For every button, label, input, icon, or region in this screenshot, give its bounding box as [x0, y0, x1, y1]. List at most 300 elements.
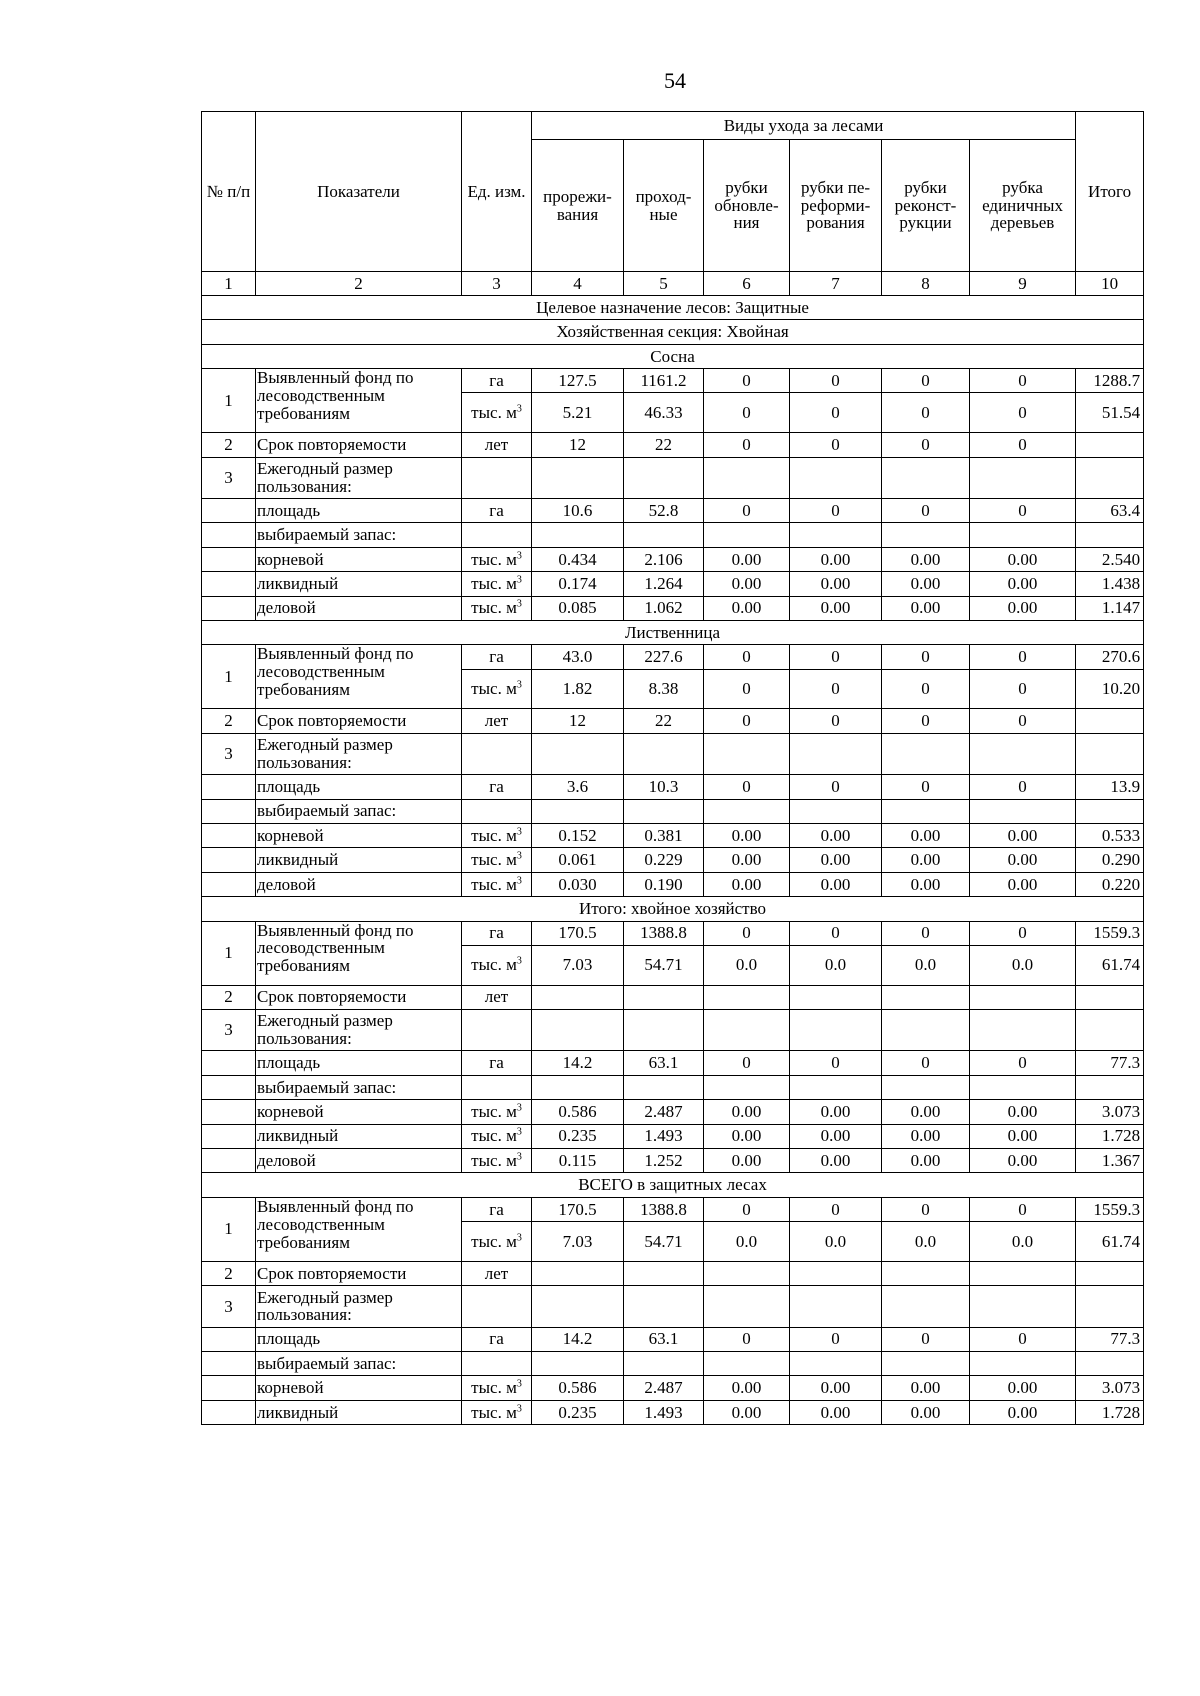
value-cell: 0.00 — [970, 1400, 1076, 1424]
value-cell — [970, 799, 1076, 823]
value-cell: 0.0 — [882, 945, 970, 985]
unit-cell — [462, 1009, 532, 1051]
value-cell — [1076, 433, 1144, 457]
unit-text: тыс. м — [471, 1402, 517, 1422]
row-number: 1 — [202, 1197, 256, 1261]
value-cell — [882, 799, 970, 823]
row-number — [202, 1352, 256, 1376]
superscript: 3 — [516, 598, 522, 610]
value-cell: 0 — [882, 921, 970, 945]
page-number: 54 — [664, 68, 686, 93]
unit-cell — [462, 669, 532, 709]
unit-text: лет — [484, 711, 509, 731]
value-cell: 0 — [790, 709, 882, 733]
value-cell: 1161.2 — [624, 369, 704, 393]
value-cell — [532, 799, 624, 823]
row-number — [202, 1400, 256, 1424]
value-cell — [970, 1352, 1076, 1376]
value-cell: 0.00 — [790, 596, 882, 620]
row-indicator: выбираемый запас: — [256, 1352, 462, 1376]
value-cell: 170.5 — [532, 921, 624, 945]
value-cell: 1.252 — [624, 1149, 704, 1173]
unit-text: тыс. м — [471, 1231, 517, 1251]
section-title: ВСЕГО в защитных лесах — [202, 1173, 1144, 1197]
superscript: 3 — [516, 826, 522, 838]
row-indicator: выбираемый запас: — [256, 523, 462, 547]
table-row — [202, 457, 1144, 499]
unit-text: тыс. м — [471, 679, 517, 699]
value-cell: 1.728 — [1076, 1400, 1144, 1424]
row-indicator: деловой — [256, 596, 462, 620]
value-cell: 0 — [882, 499, 970, 523]
unit-cell — [462, 393, 532, 433]
row-number — [202, 1124, 256, 1148]
row-indicator: Ежегодный размер пользования: — [256, 1009, 462, 1051]
row-number — [202, 572, 256, 596]
row-indicator: ликвидный — [256, 848, 462, 872]
header-type: рубки реконст- рукции — [882, 140, 970, 272]
value-cell — [882, 1286, 970, 1328]
value-cell: 0.061 — [532, 848, 624, 872]
row-number: 2 — [202, 709, 256, 733]
unit-text: тыс. м — [471, 825, 517, 845]
value-cell — [532, 1009, 624, 1051]
value-cell — [790, 733, 882, 775]
table-row — [202, 799, 1144, 823]
value-cell: 0 — [704, 369, 790, 393]
section-title: Целевое назначение лесов: Защитные — [202, 296, 1144, 320]
value-cell: 0.00 — [882, 1149, 970, 1173]
row-number — [202, 1149, 256, 1173]
row-indicator: корневой — [256, 1100, 462, 1124]
superscript: 3 — [516, 850, 522, 862]
section-title: Хозяйственная секция: Хвойная — [202, 320, 1144, 344]
value-cell: 63.4 — [1076, 499, 1144, 523]
value-cell — [970, 1261, 1076, 1285]
unit-text: тыс. м — [471, 850, 517, 870]
value-cell: 0.00 — [882, 1376, 970, 1400]
value-cell: 54.71 — [624, 945, 704, 985]
superscript: 3 — [516, 679, 522, 691]
value-cell: 5.21 — [532, 393, 624, 433]
value-cell — [624, 985, 704, 1009]
value-cell: 0.0 — [704, 1222, 790, 1262]
superscript: 3 — [516, 1102, 522, 1114]
unit-cell — [462, 572, 532, 596]
value-cell — [624, 733, 704, 775]
section-title: Лиственница — [202, 621, 1144, 645]
value-cell — [532, 1075, 624, 1099]
value-cell — [1076, 1261, 1144, 1285]
value-cell — [704, 985, 790, 1009]
header-care-types-group: Виды ухода за лесами — [532, 112, 1076, 140]
table-row — [202, 848, 1144, 872]
table-row — [202, 1261, 1144, 1285]
value-cell: 10.6 — [532, 499, 624, 523]
unit-text: тыс. м — [471, 874, 517, 894]
row-number — [202, 499, 256, 523]
value-cell: 0.00 — [882, 547, 970, 571]
row-number — [202, 547, 256, 571]
superscript: 3 — [516, 549, 522, 561]
table-row — [202, 596, 1144, 620]
value-cell: 1559.3 — [1076, 1197, 1144, 1221]
row-number — [202, 1100, 256, 1124]
value-cell: 0 — [882, 393, 970, 433]
value-cell: 0 — [970, 1197, 1076, 1221]
value-cell: 0 — [704, 393, 790, 433]
value-cell: 0.0 — [704, 945, 790, 985]
value-cell: 0.00 — [970, 1100, 1076, 1124]
value-cell — [704, 523, 790, 547]
row-number: 3 — [202, 1009, 256, 1051]
value-cell: 63.1 — [624, 1327, 704, 1351]
unit-text: га — [489, 1053, 504, 1073]
unit-text: тыс. м — [471, 598, 517, 618]
value-cell — [882, 1075, 970, 1099]
value-cell — [882, 1261, 970, 1285]
superscript: 3 — [516, 874, 522, 886]
value-cell: 0 — [970, 709, 1076, 733]
value-cell: 0.00 — [704, 848, 790, 872]
unit-text: га — [489, 1329, 504, 1349]
value-cell: 0 — [790, 433, 882, 457]
value-cell: 0.00 — [704, 547, 790, 571]
value-cell: 0.235 — [532, 1400, 624, 1424]
unit-cell — [462, 1124, 532, 1148]
value-cell: 0 — [704, 669, 790, 709]
value-cell: 0.00 — [790, 1149, 882, 1173]
table-row — [202, 1075, 1144, 1099]
value-cell — [882, 733, 970, 775]
value-cell: 0.00 — [704, 1149, 790, 1173]
value-cell: 0.00 — [970, 547, 1076, 571]
value-cell: 0 — [790, 645, 882, 669]
value-cell: 0.586 — [532, 1100, 624, 1124]
value-cell — [790, 1286, 882, 1328]
value-cell — [1076, 1286, 1144, 1328]
value-cell — [882, 457, 970, 499]
value-cell: 0.00 — [882, 1124, 970, 1148]
column-number: 3 — [462, 272, 532, 296]
value-cell: 0.00 — [704, 572, 790, 596]
unit-text: лет — [484, 1263, 509, 1283]
value-cell — [704, 1261, 790, 1285]
unit-cell — [462, 1051, 532, 1075]
unit-text: тыс. м — [471, 955, 517, 975]
value-cell: 0.00 — [882, 824, 970, 848]
value-cell: 43.0 — [532, 645, 624, 669]
value-cell: 61.74 — [1076, 945, 1144, 985]
unit-cell — [462, 1222, 532, 1262]
value-cell: 0.00 — [790, 1400, 882, 1424]
value-cell: 3.6 — [532, 775, 624, 799]
row-indicator: Ежегодный размер пользования: — [256, 1286, 462, 1328]
value-cell: 2.487 — [624, 1100, 704, 1124]
row-indicator: Срок повторяемости — [256, 985, 462, 1009]
header-type: прорежи- вания — [532, 140, 624, 272]
unit-text: тыс. м — [471, 1150, 517, 1170]
unit-cell — [462, 1100, 532, 1124]
value-cell — [624, 1075, 704, 1099]
table-row — [202, 499, 1144, 523]
table-row — [202, 1051, 1144, 1075]
value-cell — [790, 457, 882, 499]
value-cell — [970, 985, 1076, 1009]
unit-cell — [462, 848, 532, 872]
value-cell — [624, 523, 704, 547]
unit-cell — [462, 596, 532, 620]
value-cell: 0.00 — [882, 1100, 970, 1124]
unit-text: тыс. м — [471, 1126, 517, 1146]
row-number — [202, 523, 256, 547]
value-cell: 2.487 — [624, 1376, 704, 1400]
row-indicator: площадь — [256, 775, 462, 799]
table-row — [202, 523, 1144, 547]
unit-cell — [462, 1327, 532, 1351]
value-cell: 0.030 — [532, 872, 624, 896]
table-row — [202, 1100, 1144, 1124]
value-cell: 63.1 — [624, 1051, 704, 1075]
value-cell: 0 — [790, 1197, 882, 1221]
unit-cell — [462, 775, 532, 799]
superscript: 3 — [516, 955, 522, 967]
row-indicator: Выявленный фонд по лесоводственным требованиям — [256, 1197, 462, 1261]
superscript: 3 — [516, 1126, 522, 1138]
value-cell: 3.073 — [1076, 1376, 1144, 1400]
value-cell — [790, 1075, 882, 1099]
value-cell — [532, 523, 624, 547]
value-cell: 0 — [704, 1197, 790, 1221]
table-row — [202, 1149, 1144, 1173]
unit-cell — [462, 369, 532, 393]
value-cell: 0.220 — [1076, 872, 1144, 896]
value-cell: 0.235 — [532, 1124, 624, 1148]
unit-cell — [462, 1400, 532, 1424]
value-cell: 0.00 — [790, 572, 882, 596]
table-row — [202, 1400, 1144, 1424]
table-body — [202, 296, 1144, 1425]
value-cell — [704, 1286, 790, 1328]
value-cell: 0 — [970, 921, 1076, 945]
value-cell — [882, 985, 970, 1009]
table-row — [202, 709, 1144, 733]
value-cell — [532, 985, 624, 1009]
section-header-row — [202, 296, 1144, 320]
table-row — [202, 824, 1144, 848]
unit-cell — [462, 1197, 532, 1221]
value-cell: 0.00 — [704, 1400, 790, 1424]
value-cell: 0 — [882, 1197, 970, 1221]
value-cell — [624, 799, 704, 823]
section-header-row — [202, 897, 1144, 921]
value-cell: 0.00 — [970, 1124, 1076, 1148]
value-cell: 61.74 — [1076, 1222, 1144, 1262]
value-cell: 127.5 — [532, 369, 624, 393]
value-cell: 8.38 — [624, 669, 704, 709]
unit-cell — [462, 645, 532, 669]
value-cell: 0 — [970, 1327, 1076, 1351]
row-number — [202, 1051, 256, 1075]
value-cell: 46.33 — [624, 393, 704, 433]
row-indicator: выбираемый запас: — [256, 1075, 462, 1099]
unit-text: га — [489, 647, 504, 667]
value-cell: 0.00 — [704, 596, 790, 620]
value-cell: 0.0 — [970, 1222, 1076, 1262]
unit-cell — [462, 433, 532, 457]
header-total: Итого — [1076, 112, 1144, 272]
superscript: 3 — [516, 1151, 522, 1163]
row-number — [202, 872, 256, 896]
value-cell — [532, 1286, 624, 1328]
row-number — [202, 799, 256, 823]
value-cell: 0.00 — [790, 848, 882, 872]
value-cell: 0 — [882, 645, 970, 669]
value-cell: 0 — [704, 921, 790, 945]
value-cell: 52.8 — [624, 499, 704, 523]
unit-text: га — [489, 777, 504, 797]
unit-cell — [462, 499, 532, 523]
unit-cell — [462, 523, 532, 547]
value-cell: 0 — [790, 921, 882, 945]
value-cell — [882, 523, 970, 547]
unit-text: тыс. м — [471, 573, 517, 593]
row-indicator: Выявленный фонд по лесоводственным требованиям — [256, 645, 462, 709]
row-number — [202, 1075, 256, 1099]
unit-cell — [462, 457, 532, 499]
row-indicator: Выявленный фонд по лесоводственным требованиям — [256, 921, 462, 985]
superscript: 3 — [516, 1231, 522, 1243]
table-row — [202, 1376, 1144, 1400]
value-cell: 0.085 — [532, 596, 624, 620]
row-indicator: площадь — [256, 1327, 462, 1351]
value-cell: 77.3 — [1076, 1327, 1144, 1351]
value-cell: 0 — [704, 1051, 790, 1075]
value-cell: 2.106 — [624, 547, 704, 571]
value-cell: 1.062 — [624, 596, 704, 620]
value-cell — [1076, 457, 1144, 499]
value-cell — [704, 1352, 790, 1376]
value-cell: 22 — [624, 433, 704, 457]
row-indicator: ликвидный — [256, 572, 462, 596]
unit-cell — [462, 921, 532, 945]
value-cell: 0.00 — [970, 596, 1076, 620]
row-number: 2 — [202, 433, 256, 457]
value-cell — [970, 733, 1076, 775]
unit-cell — [462, 1286, 532, 1328]
value-cell: 0 — [790, 499, 882, 523]
row-number: 3 — [202, 457, 256, 499]
section-header-row — [202, 320, 1144, 344]
value-cell — [1076, 1075, 1144, 1099]
value-cell: 1.264 — [624, 572, 704, 596]
value-cell: 0.00 — [704, 1100, 790, 1124]
header-unit: Ед. изм. — [462, 112, 532, 272]
value-cell — [532, 733, 624, 775]
value-cell — [790, 985, 882, 1009]
value-cell — [704, 1009, 790, 1051]
value-cell: 0.00 — [882, 848, 970, 872]
value-cell: 1288.7 — [1076, 369, 1144, 393]
value-cell — [704, 1075, 790, 1099]
section-header-row — [202, 1173, 1144, 1197]
value-cell: 0.00 — [882, 872, 970, 896]
value-cell: 170.5 — [532, 1197, 624, 1221]
forest-care-table — [201, 111, 1144, 1425]
value-cell: 0 — [704, 1327, 790, 1351]
row-indicator: площадь — [256, 1051, 462, 1075]
value-cell: 14.2 — [532, 1051, 624, 1075]
unit-cell — [462, 1376, 532, 1400]
value-cell: 14.2 — [532, 1327, 624, 1351]
value-cell: 0 — [970, 393, 1076, 433]
table-row — [202, 1286, 1144, 1328]
value-cell — [970, 1075, 1076, 1099]
value-cell: 22 — [624, 709, 704, 733]
row-indicator: Ежегодный размер пользования: — [256, 457, 462, 499]
value-cell: 0.152 — [532, 824, 624, 848]
value-cell: 0.00 — [790, 547, 882, 571]
value-cell: 3.073 — [1076, 1100, 1144, 1124]
row-indicator: Срок повторяемости — [256, 433, 462, 457]
unit-text: тыс. м — [471, 402, 517, 422]
value-cell: 10.3 — [624, 775, 704, 799]
value-cell: 0.00 — [970, 872, 1076, 896]
header-indicator: Показатели — [256, 112, 462, 272]
value-cell: 0.00 — [970, 1149, 1076, 1173]
unit-cell — [462, 872, 532, 896]
value-cell: 7.03 — [532, 1222, 624, 1262]
value-cell: 1388.8 — [624, 1197, 704, 1221]
unit-text: га — [489, 1199, 504, 1219]
value-cell — [704, 733, 790, 775]
header-num: № п/п — [202, 112, 256, 272]
value-cell: 270.6 — [1076, 645, 1144, 669]
row-indicator: выбираемый запас: — [256, 799, 462, 823]
table-row — [202, 547, 1144, 571]
value-cell: 0.174 — [532, 572, 624, 596]
row-indicator: корневой — [256, 1376, 462, 1400]
value-cell: 0.00 — [970, 1376, 1076, 1400]
unit-text: тыс. м — [471, 1102, 517, 1122]
row-indicator: Срок повторяемости — [256, 709, 462, 733]
value-cell: 0.00 — [704, 1124, 790, 1148]
column-number: 7 — [790, 272, 882, 296]
unit-text: га — [489, 370, 504, 390]
value-cell: 0 — [970, 369, 1076, 393]
unit-text: лет — [484, 987, 509, 1007]
value-cell — [970, 1009, 1076, 1051]
table-row — [202, 985, 1144, 1009]
unit-cell — [462, 1261, 532, 1285]
value-cell: 0 — [970, 669, 1076, 709]
row-indicator: ликвидный — [256, 1400, 462, 1424]
value-cell: 0 — [882, 433, 970, 457]
section-header-row — [202, 621, 1144, 645]
table-row — [202, 1197, 1144, 1221]
row-number — [202, 824, 256, 848]
table-row — [202, 775, 1144, 799]
unit-cell — [462, 1352, 532, 1376]
value-cell: 0.434 — [532, 547, 624, 571]
row-indicator: деловой — [256, 872, 462, 896]
value-cell — [1076, 1352, 1144, 1376]
value-cell — [624, 1261, 704, 1285]
unit-cell — [462, 945, 532, 985]
value-cell: 0.0 — [790, 945, 882, 985]
row-indicator: Выявленный фонд по лесоводственным требованиям — [256, 369, 462, 433]
header-type: рубки пе- реформи- рования — [790, 140, 882, 272]
